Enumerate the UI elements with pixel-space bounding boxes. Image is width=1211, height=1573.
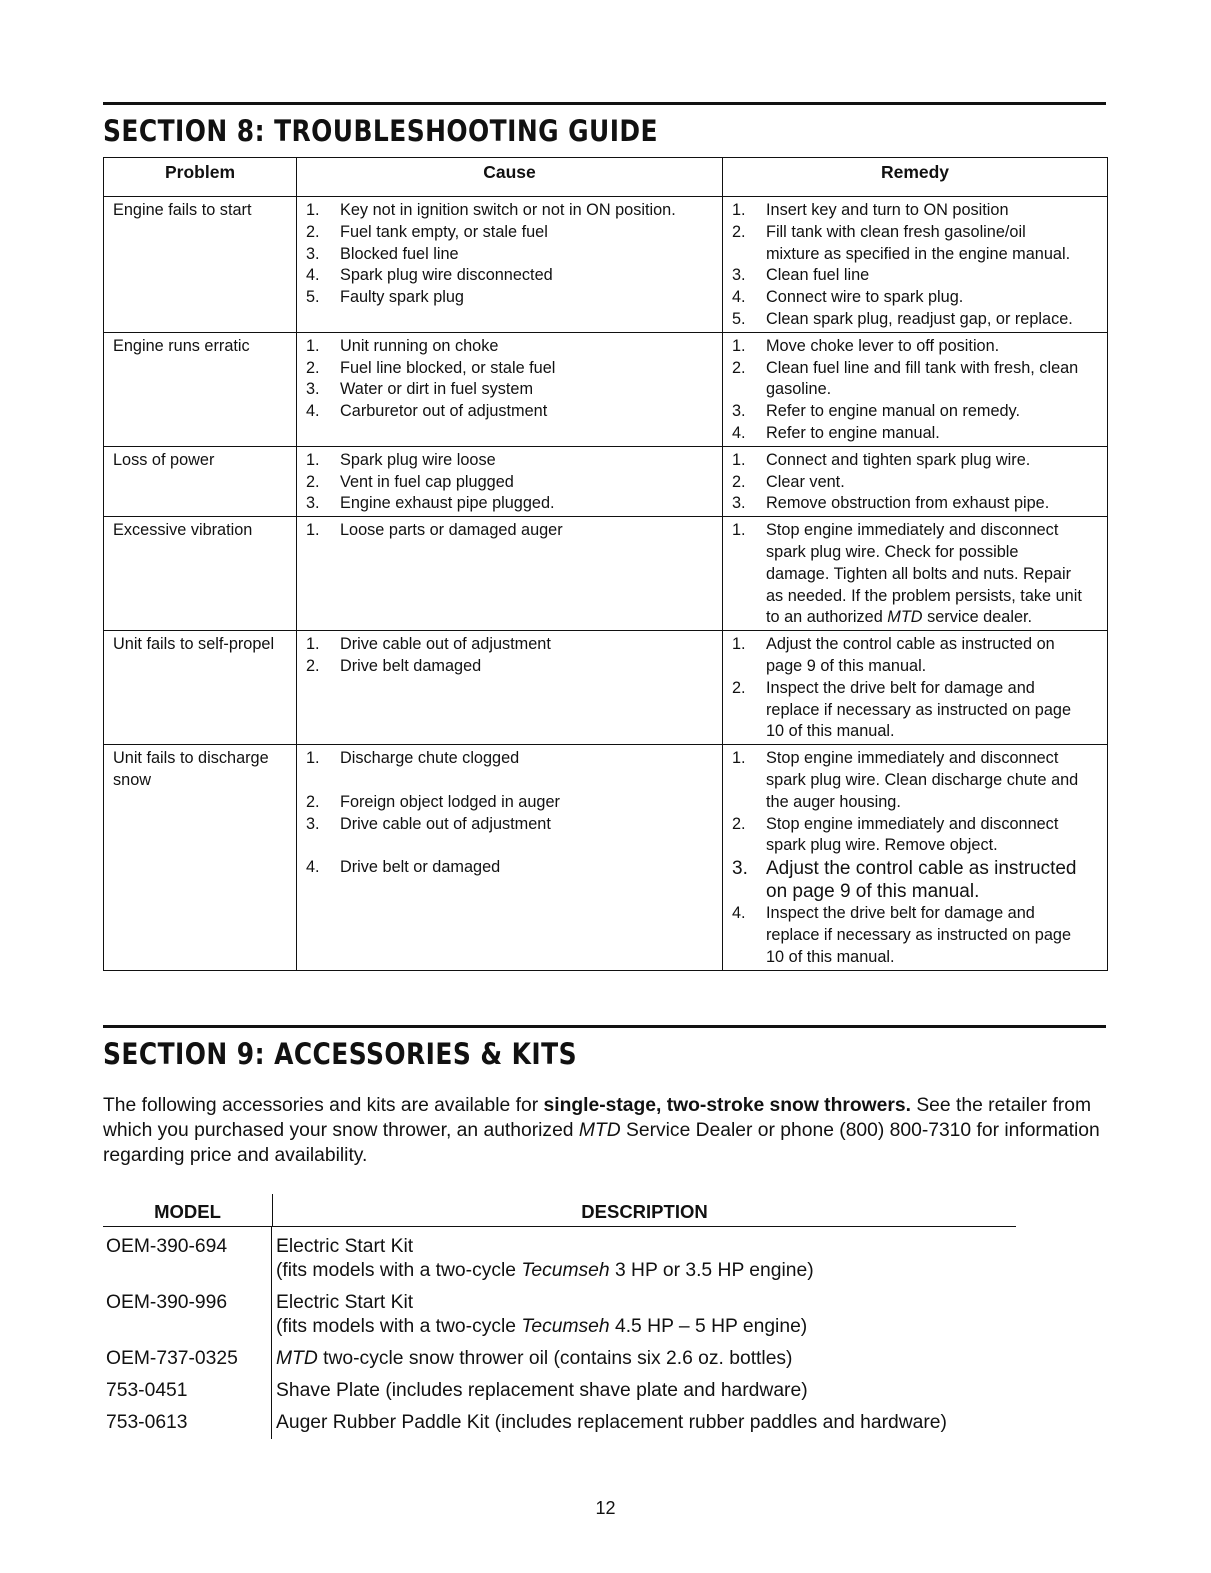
cause-text: Fuel tank empty, or stale fuel bbox=[340, 222, 548, 241]
table-header-row bbox=[104, 158, 1108, 197]
cause-item bbox=[306, 814, 720, 858]
remedy-item bbox=[732, 472, 1105, 494]
cause-number: 3. bbox=[306, 244, 320, 263]
section8-top-rule bbox=[103, 102, 1106, 105]
cause-cell bbox=[297, 197, 723, 333]
remedy-number: 2. bbox=[732, 814, 746, 833]
remedy-text: Connect and tighten spark plug wire. bbox=[766, 450, 1031, 469]
remedy-text: Inspect the drive belt for damage and replace if necessary as instructed on page 10 of this manual. bbox=[766, 904, 1071, 966]
accessory-model: 753-0451 bbox=[103, 1371, 272, 1403]
cause-number: 2. bbox=[306, 472, 320, 491]
cause-item bbox=[306, 265, 720, 287]
accessory-row bbox=[103, 1403, 1016, 1439]
cause-number: 4. bbox=[306, 402, 320, 421]
cause-item bbox=[306, 336, 720, 358]
remedy-text: Adjust the control cable as instructed on page 9 of this manual. bbox=[766, 858, 1077, 903]
remedy-cell bbox=[723, 197, 1108, 333]
remedy-item bbox=[732, 287, 1105, 309]
cause-number: 2. bbox=[306, 358, 320, 377]
remedy-item bbox=[732, 678, 1105, 743]
cause-number: 2. bbox=[306, 792, 320, 811]
table-row bbox=[104, 631, 1108, 745]
cause-item bbox=[306, 379, 720, 401]
cause-item bbox=[306, 287, 720, 309]
cause-item bbox=[306, 520, 720, 542]
header-description: DESCRIPTION bbox=[581, 1201, 708, 1222]
remedy-number: 3. bbox=[732, 494, 746, 513]
remedy-cell bbox=[723, 745, 1108, 970]
cause-cell bbox=[297, 745, 723, 970]
cause-item bbox=[306, 857, 720, 879]
cause-number: 1. bbox=[306, 336, 320, 355]
cause-number: 5. bbox=[306, 288, 320, 307]
remedy-number: 3. bbox=[732, 858, 748, 880]
problem-cell: Loss of power bbox=[104, 446, 297, 516]
accessory-row bbox=[103, 1371, 1016, 1403]
cause-item bbox=[306, 634, 720, 656]
remedy-number: 3. bbox=[732, 266, 746, 285]
table-row bbox=[104, 446, 1108, 516]
cause-text: Discharge chute clogged bbox=[340, 749, 520, 768]
remedy-item bbox=[732, 222, 1105, 266]
accessories-header-row bbox=[103, 1194, 1016, 1227]
page-number: 12 bbox=[595, 1498, 616, 1518]
remedy-text: Refer to engine manual on remedy. bbox=[766, 402, 1021, 421]
remedy-item bbox=[732, 200, 1105, 222]
problem-cell: Unit fails to discharge snow bbox=[104, 745, 297, 970]
cause-text: Spark plug wire loose bbox=[340, 450, 496, 469]
cause-text: Water or dirt in fuel system bbox=[340, 380, 534, 399]
cause-number: 4. bbox=[306, 858, 320, 877]
accessory-description: Shave Plate (includes replacement shave plate and hardware) bbox=[276, 1380, 808, 1401]
cause-text: Drive belt or damaged bbox=[340, 858, 501, 877]
remedy-number: 1. bbox=[732, 749, 746, 768]
remedy-text: Stop engine immediately and disconnect spark plug wire. Clean discharge chute and the auger housing. bbox=[766, 749, 1079, 811]
cause-cell bbox=[297, 446, 723, 516]
accessory-model: OEM-390-694 bbox=[103, 1227, 272, 1283]
accessory-model: 753-0613 bbox=[103, 1403, 272, 1439]
cause-text: Engine exhaust pipe plugged. bbox=[340, 494, 555, 513]
remedy-text: Connect wire to spark plug. bbox=[766, 288, 964, 307]
cause-number: 3. bbox=[306, 380, 320, 399]
remedy-text: Clear vent. bbox=[766, 472, 845, 491]
remedy-number: 1. bbox=[732, 201, 746, 219]
cause-number: 1. bbox=[306, 450, 320, 469]
remedy-item bbox=[732, 336, 1105, 358]
intro-text: See the retailer from which you purchased your snow thrower, an authorized bbox=[103, 1095, 1092, 1141]
problem-cell: Engine runs erratic bbox=[104, 332, 297, 446]
intro-italic-text: MTD bbox=[578, 1120, 621, 1141]
remedy-number: 4. bbox=[732, 904, 746, 923]
intro-bold-text: single-stage, two-stroke snow throwers. bbox=[543, 1095, 911, 1116]
remedy-number: 4. bbox=[732, 288, 746, 307]
cause-text: Drive cable out of adjustment bbox=[340, 814, 551, 833]
cause-number: 4. bbox=[306, 266, 320, 285]
cause-text: Faulty spark plug bbox=[340, 288, 464, 307]
table-row bbox=[104, 517, 1108, 631]
cause-number: 1. bbox=[306, 521, 320, 540]
problem-cell: Unit fails to self-propel bbox=[104, 631, 297, 745]
cause-text: Drive belt damaged bbox=[340, 656, 482, 675]
cause-number: 1. bbox=[306, 201, 320, 219]
remedy-item bbox=[732, 265, 1105, 287]
cause-text: Carburetor out of adjustment bbox=[340, 402, 548, 421]
problem-cell: Excessive vibration bbox=[104, 517, 297, 631]
remedy-text: Clean fuel line and fill tank with fresh, clean gasoline. bbox=[766, 358, 1079, 399]
cause-number: 3. bbox=[306, 494, 320, 513]
remedy-cell bbox=[723, 631, 1108, 745]
cause-item bbox=[306, 472, 720, 494]
cause-number: 1. bbox=[306, 749, 320, 768]
remedy-number: 1. bbox=[732, 521, 746, 540]
remedy-text: Stop engine immediately and disconnect spark plug wire. Remove object. bbox=[766, 814, 1059, 855]
cause-number: 2. bbox=[306, 656, 320, 675]
accessory-row bbox=[103, 1339, 1016, 1371]
cause-item bbox=[306, 358, 720, 380]
remedy-text: Fill tank with clean fresh gasoline/oil mixture as specified in the engine manual. bbox=[766, 222, 1071, 263]
cause-text: Key not in ignition switch or not in ON position. bbox=[340, 201, 676, 219]
cause-text: Spark plug wire disconnected bbox=[340, 266, 553, 285]
cause-text: Unit running on choke bbox=[340, 336, 499, 355]
section8-title: SECTION 8: TROUBLESHOOTING GUIDE bbox=[103, 114, 659, 148]
remedy-item bbox=[732, 520, 1105, 629]
remedy-cell bbox=[723, 446, 1108, 516]
remedy-item bbox=[732, 814, 1105, 858]
accessory-model: OEM-737-0325 bbox=[103, 1339, 272, 1371]
table-row bbox=[104, 745, 1108, 970]
cause-number: 2. bbox=[306, 222, 320, 241]
cause-item bbox=[306, 748, 720, 792]
cause-text: Fuel line blocked, or stale fuel bbox=[340, 358, 556, 377]
accessory-row bbox=[103, 1227, 1016, 1283]
remedy-number: 4. bbox=[732, 423, 746, 442]
cause-item bbox=[306, 200, 720, 222]
remedy-item bbox=[732, 903, 1105, 968]
remedy-number: 2. bbox=[732, 678, 746, 697]
accessory-description: Auger Rubber Paddle Kit (includes replacement rubber paddles and hardware) bbox=[276, 1412, 947, 1433]
section9-intro bbox=[103, 1093, 1103, 1168]
remedy-number: 1. bbox=[732, 635, 746, 654]
cause-number: 3. bbox=[306, 814, 320, 833]
accessory-description: MTD two-cycle snow thrower oil (contains six 2.6 oz. bottles) bbox=[276, 1348, 793, 1369]
accessory-description: Electric Start Kit (fits models with a two-cycle Tecumseh 3 HP or 3.5 HP engine) bbox=[276, 1236, 814, 1281]
remedy-number: 2. bbox=[732, 358, 746, 377]
header-remedy: Remedy bbox=[723, 158, 1108, 197]
remedy-text: Clean fuel line bbox=[766, 266, 870, 285]
cause-text: Loose parts or damaged auger bbox=[340, 521, 563, 540]
table-row bbox=[104, 332, 1108, 446]
problem-cell: Engine fails to start bbox=[104, 197, 297, 333]
remedy-text: Insert key and turn to ON position bbox=[766, 201, 1009, 219]
header-problem: Problem bbox=[104, 158, 297, 197]
intro-text: Service Dealer or phone (800) 800-7310 for information regarding price and availability. bbox=[103, 1120, 1100, 1166]
remedy-item bbox=[732, 401, 1105, 423]
accessories-table bbox=[103, 1194, 1016, 1439]
remedy-item bbox=[732, 423, 1105, 445]
accessory-row bbox=[103, 1283, 1016, 1339]
remedy-text: Move choke lever to off position. bbox=[766, 336, 1000, 355]
remedy-number: 3. bbox=[732, 402, 746, 421]
remedy-number: 2. bbox=[732, 472, 746, 491]
accessory-model: OEM-390-996 bbox=[103, 1283, 272, 1339]
cause-text: Drive cable out of adjustment bbox=[340, 635, 551, 654]
cause-item bbox=[306, 244, 720, 266]
remedy-number: 1. bbox=[732, 450, 746, 469]
cause-text: Blocked fuel line bbox=[340, 244, 459, 263]
remedy-item bbox=[732, 634, 1105, 678]
cause-item bbox=[306, 493, 720, 515]
cause-cell bbox=[297, 631, 723, 745]
remedy-number: 5. bbox=[732, 309, 746, 328]
remedy-item bbox=[732, 309, 1105, 331]
remedy-item bbox=[732, 748, 1105, 813]
cause-item bbox=[306, 792, 720, 814]
remedy-text: Inspect the drive belt for damage and replace if necessary as instructed on page 10 of this manual. bbox=[766, 678, 1071, 741]
remedy-item bbox=[732, 358, 1105, 402]
remedy-text: Clean spark plug, readjust gap, or replace. bbox=[766, 309, 1073, 328]
remedy-text: Stop engine immediately and disconnect spark plug wire. Check for possible damage. Tighten all bolts and nuts. Repair as needed. If the problem persists, take unit to an authorized MTD service dealer. bbox=[766, 521, 1082, 627]
remedy-number: 1. bbox=[732, 336, 746, 355]
section9-title: SECTION 9: ACCESSORIES & KITS bbox=[103, 1037, 577, 1071]
cause-cell bbox=[297, 517, 723, 631]
cause-cell bbox=[297, 332, 723, 446]
cause-item bbox=[306, 401, 720, 423]
cause-number: 1. bbox=[306, 635, 320, 654]
accessory-description: Electric Start Kit (fits models with a two-cycle Tecumseh 4.5 HP – 5 HP engine) bbox=[276, 1292, 808, 1337]
cause-text: Vent in fuel cap plugged bbox=[340, 472, 514, 491]
troubleshooting-table bbox=[103, 157, 1108, 971]
cause-item bbox=[306, 450, 720, 472]
remedy-cell bbox=[723, 517, 1108, 631]
remedy-item bbox=[732, 493, 1105, 515]
remedy-text: Refer to engine manual. bbox=[766, 423, 940, 442]
cause-text: Foreign object lodged in auger bbox=[340, 792, 560, 811]
remedy-item bbox=[732, 857, 1105, 903]
header-cause: Cause bbox=[297, 158, 723, 197]
remedy-cell bbox=[723, 332, 1108, 446]
remedy-number: 2. bbox=[732, 222, 746, 241]
remedy-item bbox=[732, 450, 1105, 472]
remedy-text: Adjust the control cable as instructed on page 9 of this manual. bbox=[766, 635, 1055, 675]
cause-item bbox=[306, 656, 720, 678]
section9-top-rule bbox=[103, 1025, 1106, 1028]
remedy-text: Remove obstruction from exhaust pipe. bbox=[766, 494, 1050, 513]
header-model: MODEL bbox=[103, 1194, 273, 1226]
cause-item bbox=[306, 222, 720, 244]
table-row bbox=[104, 197, 1108, 333]
intro-text: The following accessories and kits are available for bbox=[103, 1095, 544, 1116]
